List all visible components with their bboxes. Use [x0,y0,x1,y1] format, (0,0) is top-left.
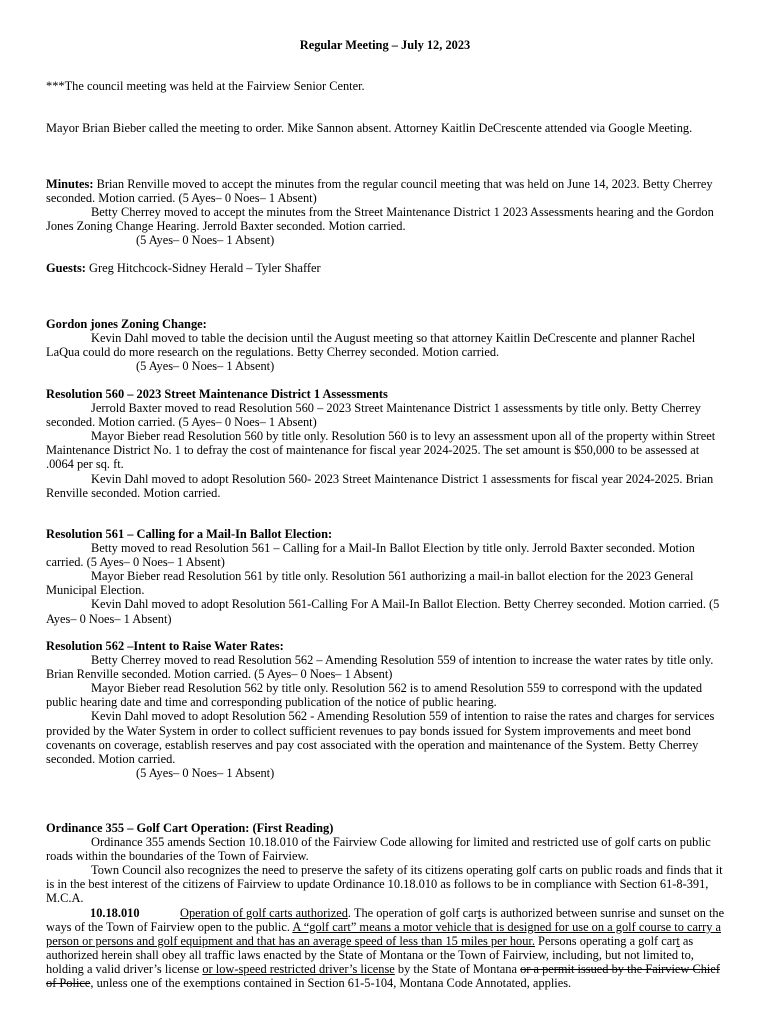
minutes-section [46,177,730,247]
ord355-paragraph-1: Ordinance 355 amends Section 10.18.010 of the Fairview Code allowing for limited and restricted use of golf carts on public roads within the boundaries of the Town of Fairview. [46,835,711,864]
ord355-section-text: 10.18.010 Operation of golf carts authorized. The operation of golf carts is authorized between sunrise and sunset on the ways of the Town of Fairview open to the public. A “golf cart” means a motor vehicle that is designed for use on a golf course to carry a person or persons and golf equipment and that has an average speed of less than 15 miles per hour. Persons operating a golf cart as authorized herein shall obey all traffic laws enacted by the State of Montana or the Town of Fairview, including, but not limited to, holding a valid driver’s license or low-speed restricted driver’s license by the State of Montana or a permit issued by the Fairview Chief of Police, unless one of the exemptions contained in Section 61-5-104, Montana Code Annotated, applies. [46,905,725,991]
gordon-paragraph-1: Kevin Dahl moved to table the decision until the August meeting so that attorney Kaitlin DeCrescente and planner Rachel LaQua could do more research on the regulations. Betty Cherrey seconded. Motion carried. [46,331,696,360]
res560-heading: Resolution 560 – 2023 Street Maintenance District 1 Assessments [46,387,388,401]
guests-section [46,261,730,275]
section-number: 10.18.010 [90,905,140,920]
gordon-vote: (5 Ayes– 0 Noes– 1 Absent) [136,359,275,374]
ordinance-355-section [46,821,730,990]
res562-paragraph-3: Kevin Dahl moved to adopt Resolution 562 - Amending Resolution 559 of intention to raise the rates and charges for services provided by the Water System in order to collect sufficient revenues to pay bonds issued for System improvements and meet bond covenants on coverage, establish reserves and pay cost associated with the operation and maintenance of the System. Betty Cherrey seconded. Motion carried. [46,709,715,766]
res562-paragraph-2: Mayor Bieber read Resolution 562 by title only. Resolution 562 is to amend Resolution 559 to correspond with the updated public hearing date and time and corresponding publication of the notice of public hearing. [46,681,703,710]
gordon-zoning-section [46,317,730,373]
meeting-location-note: ***The council meeting was held at the Fairview Senior Center. [46,79,365,93]
res560-paragraph-3: Kevin Dahl moved to adopt Resolution 560- 2023 Street Maintenance District 1 assessments for fiscal year 2024-2025. Brian Renville seconded. Motion carried. [46,471,714,500]
res561-paragraph-2: Mayor Bieber read Resolution 561 by title only. Resolution 561 authorizing a mail-in ballot election for the 2023 General Municipal Election. [46,569,694,598]
ord355-paragraph-2: Town Council also recognizes the need to preserve the safety of its citizens operating golf carts on public roads and finds that it is in the best interest of the citizens of Fairview to update Ordinance 10.18.010 as follows to be in compliance with Section 61-8-391, M.C.A. [46,863,723,906]
ord355-heading: Ordinance 355 – Golf Cart Operation: (First Reading) [46,821,334,835]
minutes-heading: Minutes: [46,177,94,191]
res560-paragraph-1: Jerrold Baxter moved to read Resolution 560 – 2023 Street Maintenance District 1 assessments by title only. Betty Cherrey seconded. Motion carried. (5 Ayes– 0 Noes– 1 Absent) [46,401,701,430]
section-title: Operation of golf carts authorized [180,905,348,920]
resolution-560-section [46,387,730,500]
guests-text: Greg Hitchcock-Sidney Herald – Tyler Shaffer [85,261,321,275]
minutes-paragraph-1: Brian Renville moved to accept the minutes from the regular council meeting that was held on June 14, 2023. Betty Cherrey seconded. Motion carried. (5 Ayes– 0 Noes– 1 Absent) [46,177,713,206]
res560-paragraph-2: Mayor Bieber read Resolution 560 by title only. Resolution 560 is to levy an assessment upon all of the property within Street Maintenance District No. 1 to defray the cost of maintenance for fiscal year 2024-2025. The set amount is $50,000 to be assessed at .0064 per sq. ft. [46,429,716,472]
golf-cart-definition: A “golf cart” means a motor vehicle that is designed for use on a golf course to carry a person or persons and golf equipment and that has an average speed of less than 15 miles per hour. [46,919,722,948]
minutes-vote: (5 Ayes– 0 Noes– 1 Absent) [136,233,275,248]
res561-paragraph-3: Kevin Dahl moved to adopt Resolution 561-Calling For A Mail-In Ballot Election. Betty Cherrey seconded. Motion carried. (5 Ayes– 0 Noes– 1 Absent) [46,597,720,626]
struck-permit-clause: or a permit issued by the Fairview Chief of Police [46,961,720,991]
resolution-562-section [46,639,730,780]
res562-vote: (5 Ayes– 0 Noes– 1 Absent) [136,765,275,780]
call-to-order-paragraph: Mayor Brian Bieber called the meeting to order. Mike Sannon absent. Attorney Kaitlin DeCrescente attended via Google Meeting. [46,121,693,135]
gordon-heading: Gordon jones Zoning Change: [46,317,207,331]
res561-heading: Resolution 561 – Calling for a Mail-In Ballot Election: [46,527,333,541]
page-title: Regular Meeting – July 12, 2023 [299,38,471,52]
minutes-paragraph-2: Betty Cherrey moved to accept the minutes from the Street Maintenance District 1 2023 Assessments hearing and the Gordon Jones Zoning Change Hearing. Jerrold Baxter seconded. Motion carried. [46,205,714,234]
res562-paragraph-1: Betty Cherrey moved to read Resolution 562 – Amending Resolution 559 of intention to increase the water rates by title only. Brian Renville seconded. Motion carried. (5 Ayes– 0 Noes– 1 Absent) [46,653,714,682]
res561-paragraph-1: Betty moved to read Resolution 561 – Calling for a Mail-In Ballot Election by title only. Jerrold Baxter seconded. Motion carried. (5 Ayes– 0 Noes– 1 Absent) [46,541,695,570]
low-speed-license-insertion: or low-speed restricted driver’s license [202,961,395,976]
resolution-561-section [46,527,730,626]
guests-heading: Guests: [46,261,86,275]
res562-heading: Resolution 562 –Intent to Raise Water Rates: [46,639,284,653]
